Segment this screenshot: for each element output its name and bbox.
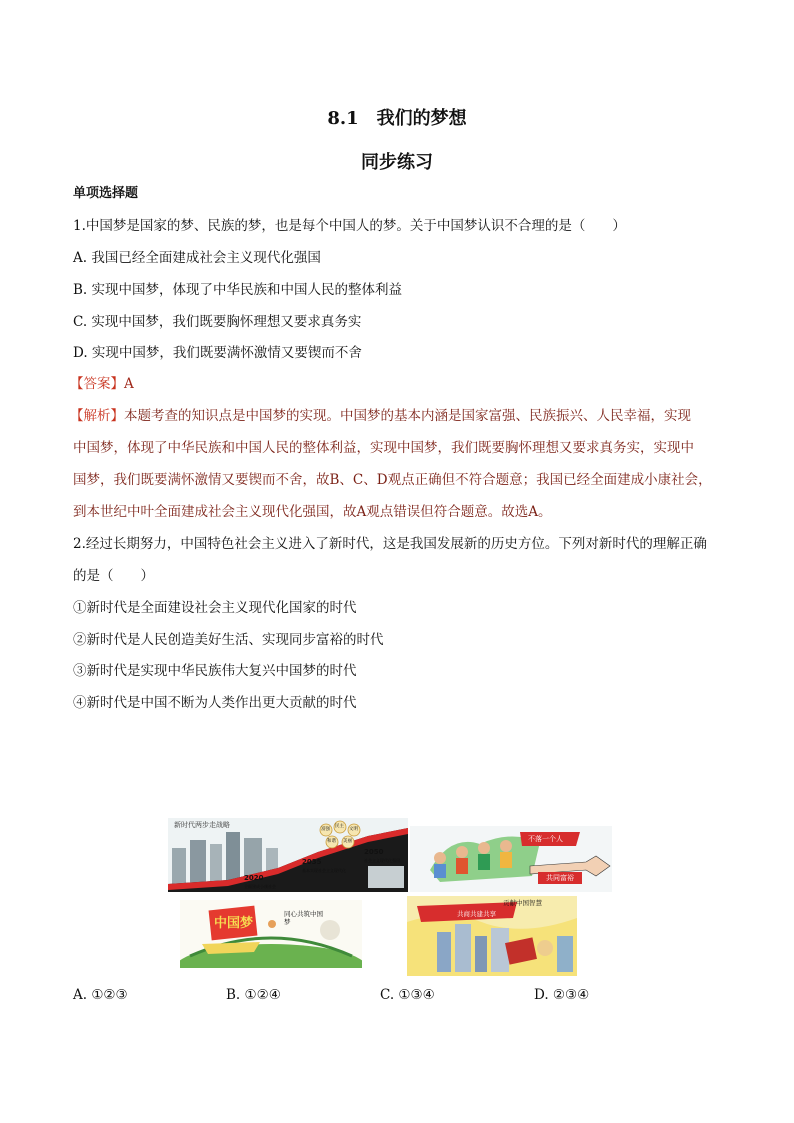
image-banner: 共商共建共享 [457, 910, 496, 918]
q1-option-c: C. 实现中国梦，我们既要胸怀理想又要求真务实 [73, 314, 362, 330]
milestone-2050-year: 2050 [364, 848, 384, 856]
q2-statement-3: ③新时代是实现中华民族伟大复兴中国梦的时代 [73, 663, 357, 679]
milestone-2035-year: 2035 [302, 858, 322, 866]
page-subtitle: 同步练习 [361, 152, 433, 173]
bubble-5: 美丽 [343, 839, 352, 844]
bubble-3: 文明 [349, 827, 358, 832]
analysis-text: 本题考查的知识点是中国梦的实现。中国梦的基本内涵是国家富强、民族振兴、人民幸福，实现 [124, 408, 691, 424]
image-banner: 不落一个人 [528, 835, 563, 843]
q1-option-d: D. 实现中国梦，我们既要满怀激情又要锲而不舍 [73, 345, 362, 361]
q2-statement-4: ④新时代是中国不断为人类作出更大贡献的时代 [73, 695, 357, 711]
q1-option-a: A. 我国已经全面建成社会主义现代化强国 [73, 250, 321, 266]
q1-analysis-line-4: 到本世纪中叶全面建成社会主义现代化强国，故A观点错误但符合题意。故选A。 [73, 504, 552, 520]
milestone-2050-text: 社会主义现代化强国 [364, 858, 400, 863]
image-chinese-dream [180, 900, 362, 968]
q1-analysis-line-1 [70, 406, 691, 426]
q1-analysis-line-3: 国梦，我们既要满怀激情又要锲而不舍，故B、C、D观点正确但不符合题意；我国已经全面建成小康社会， [73, 472, 712, 488]
image-two-step-strategy [168, 818, 408, 892]
image-emblem: 中国梦 [214, 916, 254, 931]
section-heading: 单项选择题 [73, 186, 139, 201]
q2-stem-line-2: 的是（ ） [73, 568, 154, 584]
image-heading: 贡献中国智慧 [503, 899, 542, 907]
milestone-2020-year: 2020 [244, 874, 264, 882]
page-title: 8.1 我们的梦想 [327, 108, 467, 129]
q1-stem: 1.中国梦是国家的梦、民族的梦，也是每个中国人的梦。关于中国梦认识不合理的是（ ） [73, 218, 626, 234]
bubble-1: 富强 [321, 827, 330, 832]
answer-tag: 【答案】 [70, 376, 124, 392]
q2-option-b: B. ①②④ [226, 987, 281, 1003]
milestone-2035-text: 基本实现社会主义现代化 [302, 868, 346, 873]
image-heading: 新时代两步走战略 [174, 821, 230, 829]
analysis-tag: 【解析】 [70, 408, 124, 424]
q2-statement-2: ②新时代是人民创造美好生活、实现同步富裕的时代 [73, 632, 384, 648]
image-sign: 共同富裕 [546, 874, 574, 882]
image-china-wisdom [407, 896, 577, 976]
milestone-2020-text: 全面建成小康社会 [244, 884, 276, 889]
q2-statement-1: ①新时代是全面建设社会主义现代化国家的时代 [73, 600, 357, 616]
q1-analysis-line-2: 中国梦，体现了中华民族和中国人民的整体利益，实现中国梦，我们既要胸怀理想又要求真务实，实现中 [73, 440, 694, 456]
bubble-2: 民主 [335, 824, 344, 829]
q2-option-c: C. ①③④ [380, 987, 435, 1003]
answer-value: A [124, 376, 134, 392]
q2-option-a: A. ①②③ [73, 987, 128, 1003]
q1-option-b: B. 实现中国梦，体现了中华民族和中国人民的整体利益 [73, 282, 403, 298]
image-caption: 同心共筑中国梦 [284, 910, 323, 926]
image-common-prosperity [410, 826, 612, 892]
q2-option-d: D. ②③④ [534, 987, 590, 1003]
q1-answer [70, 374, 134, 394]
q2-stem-line-1: 2.经过长期努力，中国特色社会主义进入了新时代，这是我国发展新的历史方位。下列对新时代的理解正确 [73, 536, 707, 552]
bubble-4: 和谐 [327, 839, 336, 844]
